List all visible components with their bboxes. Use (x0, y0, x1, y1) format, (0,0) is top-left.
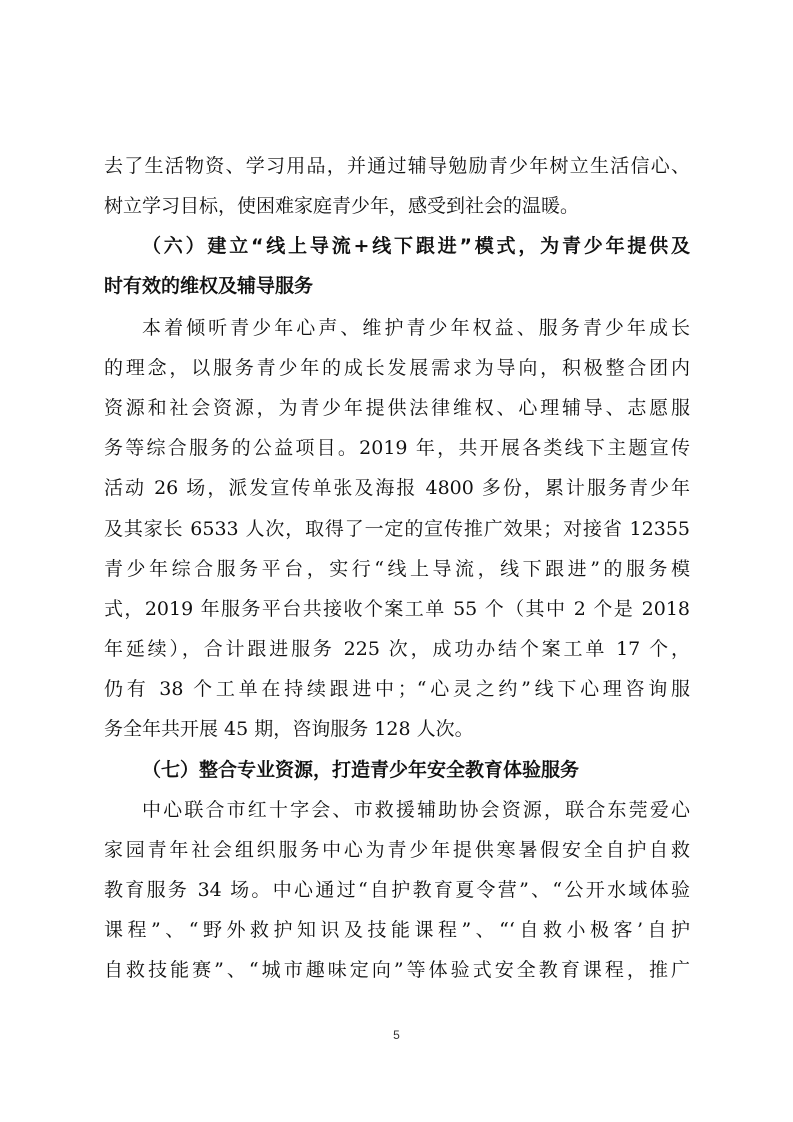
paragraph-line: 的理念，以服务青少年的成长发展需求为导向，积极整合团内 (104, 357, 690, 379)
paragraph-line: 树立学习目标，使困难家庭青少年，感受到社会的温暖。 (104, 195, 580, 217)
paragraph-line: 仍有 38 个工单在持续跟进中；“心灵之约”线下心理咨询服 (104, 678, 690, 700)
page-number: 5 (393, 1028, 400, 1042)
paragraph-line: 课程”、“野外救护知识及技能课程”、“‘自救小极客’自护 (104, 919, 690, 941)
paragraph-line: 家园青年社会组织服务中心为青少年提供寒暑假安全自护自救 (104, 839, 690, 861)
section-heading-7: （七）整合专业资源，打造青少年安全教育体验服务 (142, 759, 580, 781)
paragraph-line: 中心联合市红十字会、市救援辅助协会资源，联合东莞爱心 (142, 799, 690, 821)
section-heading-6-line: （六）建立“线上导流+线下跟进”模式，为青少年提供及 (142, 235, 690, 257)
section-heading-6-line: 时有效的维权及辅导服务 (104, 275, 314, 297)
paragraph-line: 资源和社会资源，为青少年提供法律维权、心理辅导、志愿服 (104, 397, 690, 419)
paragraph-line: 教育服务 34 场。中心通过“自护教育夏令营”、“公开水域体验 (104, 879, 690, 901)
paragraph-line: 自救技能赛”、“城市趣味定向”等体验式安全教育课程，推广 (104, 959, 690, 981)
paragraph-line: 务全年共开展 45 期，咨询服务 128 人次。 (104, 718, 474, 740)
paragraph-line: 活动 26 场，派发宣传单张及海报 4800 多份，累计服务青少年 (104, 477, 690, 499)
paragraph-line: 去了生活物资、学习用品，并通过辅导勉励青少年树立生活信心、 (104, 155, 690, 177)
paragraph-line: 本着倾听青少年心声、维护青少年权益、服务青少年成长 (142, 317, 690, 339)
paragraph-line: 青少年综合服务平台，实行“线上导流，线下跟进”的服务模 (104, 558, 690, 580)
paragraph-line: 务等综合服务的公益项目。2019 年，共开展各类线下主题宣传 (104, 437, 690, 459)
paragraph-line: 及其家长 6533 人次，取得了一定的宣传推广效果；对接省 12355 (104, 518, 690, 540)
paragraph-line: 年延续），合计跟进服务 225 次，成功办结个案工单 17 个， (104, 638, 690, 660)
paragraph-line: 式，2019 年服务平台共接收个案工单 55 个（其中 2 个是 2018 (104, 598, 690, 620)
